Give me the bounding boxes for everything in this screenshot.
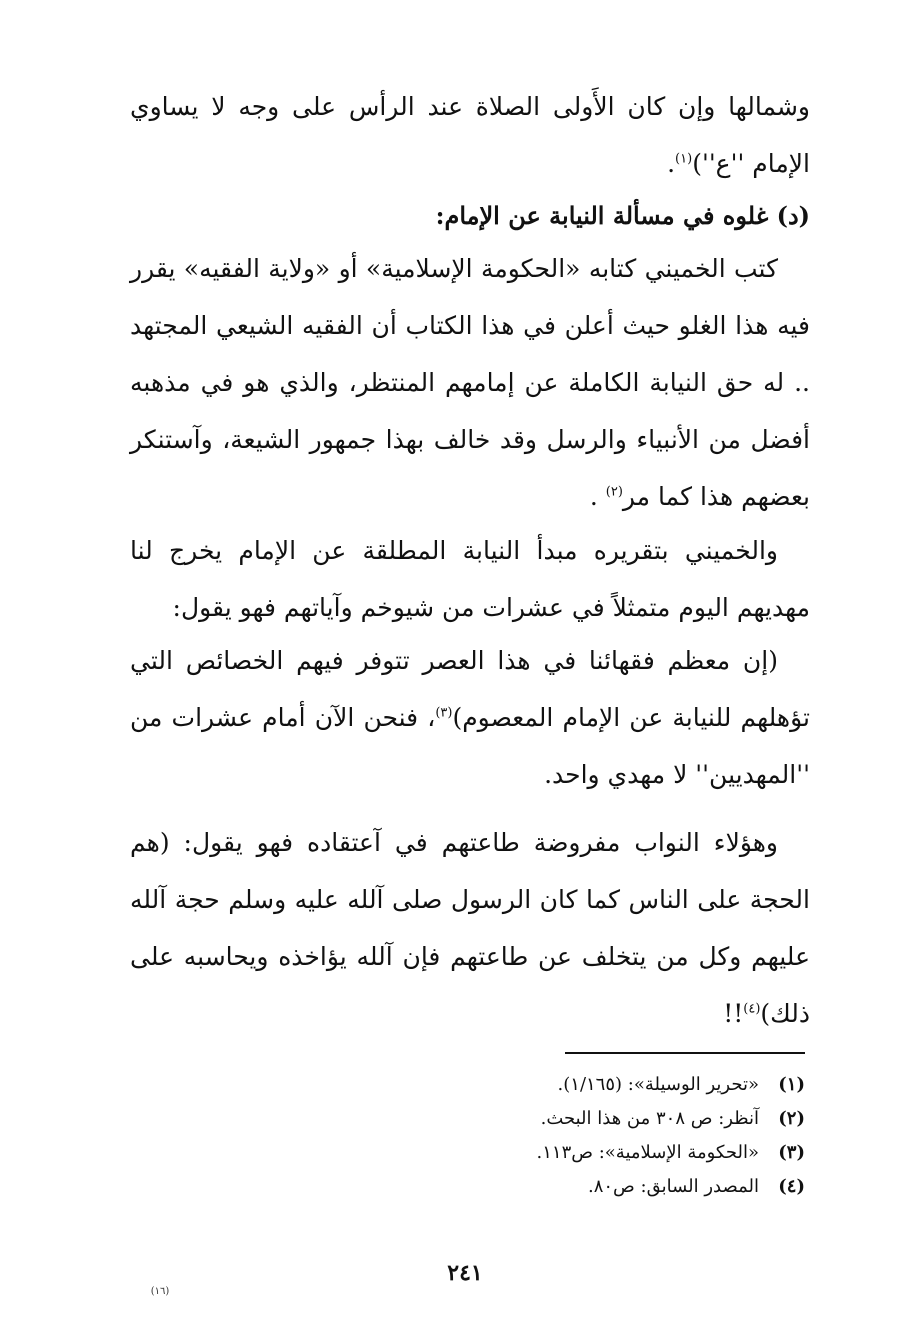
paragraph-end: . xyxy=(667,149,676,178)
quote-text: (إن معظم فقهائنا في هذا العصر تتوفر فيهم الخصائص التي تؤهلهم للنيابة عن الإمام المعصوم) xyxy=(130,646,810,732)
footnote-text: آنظر: ص ٣٠٨ من هذا البحث. xyxy=(540,1108,759,1129)
footnote-item xyxy=(330,1136,805,1170)
paragraph-end: !! xyxy=(723,999,744,1028)
quote-continuation: ، فنحن الآن أمام عشرات من ''المهديين'' لا مهدي واحد. xyxy=(130,703,810,789)
footnotes-list xyxy=(330,1068,805,1204)
footnote-number: (١) xyxy=(778,1074,805,1095)
footnote-text: «تحرير الوسيلة»: (١/١٦٥). xyxy=(557,1074,759,1095)
footnote-text: «الحكومة الإسلامية»: ص١١٣. xyxy=(536,1142,759,1163)
footnote-ref-3: (٣) xyxy=(435,705,453,721)
footnote-number: (٢) xyxy=(778,1108,805,1129)
paragraph-text: وشمالها وإن كان الأَولى الصلاة عند الرأس على وجه لا يساوي الإمام ''ع'') xyxy=(130,92,810,178)
paragraph-text: كتب الخميني كتابه «الحكومة الإسلامية» أو «ولاية الفقيه» يقرر فيه هذا الغلو حيث أعلن في هذا الكتاب أن الفقيه الشيعي المجتهد .. له حق النيابة الكاملة عن إمامهم المنتظر، والذي هو في مذهبه أفضل من الأنبياء والرسل وقد خالف بهذا جمهور الشيعة، وآستنكر بعضهم هذا كما مر xyxy=(130,254,810,511)
footnote-item xyxy=(330,1170,805,1204)
footnote-ref-1: (١) xyxy=(675,151,693,167)
paragraph-text: وهؤلاء النواب مفروضة طاعتهم في آعتقاده فهو يقول: (هم الحجة على الناس كما كان الرسول صلى آلله عليه وسلم حجة آلله عليهم وكل من يتخلف عن طاعتهم فإن آلله يؤاخذه ويحاسبه على ذلك) xyxy=(130,828,810,1028)
footnote-text: المصدر السابق: ص٨٠. xyxy=(587,1176,759,1197)
paragraph-mahdi xyxy=(130,522,810,636)
page-number: ٢٤١ xyxy=(447,1260,483,1286)
section-heading: (د) غلوه في مسألة النيابة عن الإمام: xyxy=(435,201,810,230)
footnote-ref-2: (٢) xyxy=(605,484,623,500)
footnote-number: (٣) xyxy=(778,1142,805,1163)
paragraph-nawab xyxy=(130,814,810,1042)
paragraph-end: . xyxy=(589,482,606,511)
paragraph-continuation xyxy=(130,78,810,192)
footnote-item xyxy=(330,1102,805,1136)
paragraph-text: والخميني بتقريره مبدأ النيابة المطلقة عن الإمام يخرج لنا مهديهم اليوم متمثلاً في عشرات من شيوخم وآياتهم فهو يقول: xyxy=(130,536,810,622)
signature-mark: (١٦) xyxy=(150,1286,170,1297)
footnote-number: (٤) xyxy=(778,1176,805,1197)
paragraph-quote xyxy=(130,632,810,803)
footnote-divider xyxy=(565,1052,805,1054)
footnote-ref-4: (٤) xyxy=(743,1001,761,1017)
footnote-item xyxy=(330,1068,805,1102)
paragraph-niyaba xyxy=(130,240,810,525)
